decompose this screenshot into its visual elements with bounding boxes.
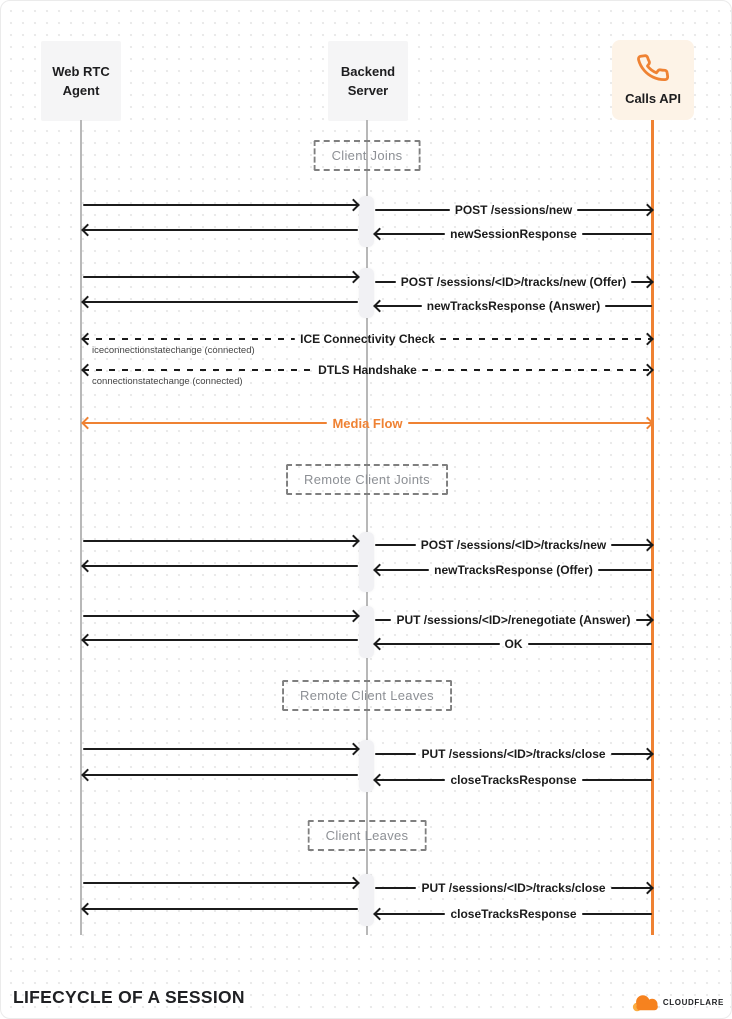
arrow-new-tracks-response-offer: [375, 562, 652, 578]
page-title: LIFECYCLE OF A SESSION: [13, 987, 245, 1007]
actor-web-rtc-agent: [41, 41, 121, 121]
arrow-agent-to-backend: [83, 741, 358, 757]
message-label: PUT /sessions/<ID>/tracks/close: [421, 747, 606, 761]
phase-label: Remote Client Joints: [304, 472, 430, 487]
phase-client-joins: [314, 140, 421, 171]
arrowhead-right-icon: [641, 614, 654, 627]
message-label: OK: [504, 637, 523, 651]
arrowhead-right-icon: [641, 364, 654, 377]
activation-bar: [359, 874, 374, 926]
arrow-backend-to-agent: [83, 901, 358, 917]
actor-calls-api: [612, 40, 694, 120]
arrow-backend-to-agent: [83, 294, 358, 310]
arrowhead-left-icon: [373, 300, 386, 313]
arrowhead-left-icon: [81, 769, 94, 782]
arrow-agent-to-backend: [83, 197, 358, 213]
arrowhead-left-icon: [81, 903, 94, 916]
phase-remote-client-joins: [286, 464, 448, 495]
arrow-backend-to-agent: [83, 632, 358, 648]
arrowhead-left-icon: [373, 774, 386, 787]
arrow-close-tracks-response: [375, 906, 652, 922]
arrowhead-left-icon: [373, 564, 386, 577]
message-label: closeTracksResponse: [450, 773, 577, 787]
actor-label: Web RTC Agent: [52, 63, 110, 98]
phase-label: Remote Client Leaves: [300, 688, 434, 703]
arrow-backend-to-agent: [83, 558, 358, 574]
arrowhead-right-icon: [347, 877, 360, 890]
arrow-agent-to-backend: [83, 608, 358, 624]
activation-bar: [359, 268, 374, 318]
arrowhead-right-icon: [641, 748, 654, 761]
arrowhead-right-icon: [347, 199, 360, 212]
activation-bar: [359, 196, 374, 247]
arrowhead-right-icon: [641, 333, 654, 346]
arrow-post-tracks-new-offer: [375, 274, 652, 290]
arrowhead-left-icon: [81, 296, 94, 309]
actor-label: Calls API: [625, 90, 681, 106]
arrow-backend-to-agent: [83, 222, 358, 238]
arrow-new-tracks-response-answer: [375, 298, 652, 314]
message-label: closeTracksResponse: [450, 907, 577, 921]
arrow-agent-to-backend: [83, 269, 358, 285]
cloudflare-cloud-icon: [630, 992, 660, 1012]
arrow-put-renegotiate-answer: [375, 612, 652, 628]
arrowhead-right-icon: [641, 882, 654, 895]
event-connection-state: connectionstatechange (connected): [92, 376, 243, 387]
message-label: POST /sessions/new: [454, 203, 573, 217]
phase-label: Client Leaves: [325, 828, 409, 843]
arrow-backend-to-agent: [83, 767, 358, 783]
arrow-agent-to-backend: [83, 875, 358, 891]
arrowhead-left-icon: [81, 560, 94, 573]
arrow-agent-to-backend: [83, 533, 358, 549]
arrowhead-right-icon: [347, 610, 360, 623]
arrowhead-left-icon: [81, 417, 94, 430]
arrow-put-tracks-close: [375, 746, 652, 762]
arrowhead-right-icon: [641, 539, 654, 552]
arrowhead-right-icon: [641, 276, 654, 289]
arrow-media-flow: [83, 415, 652, 431]
arrow-put-tracks-close: [375, 880, 652, 896]
phase-label: Client Joins: [331, 148, 403, 163]
arrowhead-right-icon: [641, 417, 654, 430]
arrowhead-right-icon: [347, 743, 360, 756]
arrowhead-left-icon: [373, 638, 386, 651]
arrow-close-tracks-response: [375, 772, 652, 788]
actor-backend-server: [328, 41, 408, 121]
activation-bar: [359, 532, 374, 592]
arrowhead-left-icon: [81, 224, 94, 237]
lifeline-web-rtc-agent: [80, 120, 82, 935]
activation-bar: [359, 740, 374, 792]
arrow-post-tracks-new: [375, 537, 652, 553]
arrowhead-left-icon: [81, 634, 94, 647]
actor-label: Backend Server: [340, 63, 396, 98]
message-label: ICE Connectivity Check: [300, 332, 435, 346]
arrowhead-left-icon: [81, 333, 94, 346]
arrow-post-sessions-new: [375, 202, 652, 218]
message-label: newTracksResponse (Offer): [434, 563, 593, 577]
message-label: PUT /sessions/<ID>/renegotiate (Answer): [396, 613, 631, 627]
arrowhead-left-icon: [373, 908, 386, 921]
lifeline-calls-api: [651, 120, 654, 935]
arrowhead-left-icon: [81, 364, 94, 377]
cloudflare-logo: [630, 992, 724, 1012]
activation-bar: [359, 606, 374, 658]
message-label: POST /sessions/<ID>/tracks/new (Offer): [400, 275, 627, 289]
arrowhead-right-icon: [347, 535, 360, 548]
message-label: Media Flow: [332, 415, 403, 431]
message-label: PUT /sessions/<ID>/tracks/close: [421, 881, 606, 895]
message-label: POST /sessions/<ID>/tracks/new: [420, 538, 607, 552]
arrowhead-right-icon: [347, 271, 360, 284]
arrow-new-session-response: [375, 226, 652, 242]
cloudflare-wordmark: CLOUDFLARE: [662, 997, 724, 1007]
message-label: newTracksResponse (Answer): [426, 299, 601, 313]
message-label: newSessionResponse: [450, 227, 577, 241]
message-label: DTLS Handshake: [318, 363, 417, 377]
arrow-ok: [375, 636, 652, 652]
phase-client-leaves: [308, 820, 427, 851]
phase-remote-client-leaves: [282, 680, 452, 711]
arrowhead-right-icon: [641, 204, 654, 217]
event-ice-state: iceconnectionstatechange (connected): [92, 345, 255, 356]
phone-icon: [637, 52, 669, 84]
arrowhead-left-icon: [373, 228, 386, 241]
